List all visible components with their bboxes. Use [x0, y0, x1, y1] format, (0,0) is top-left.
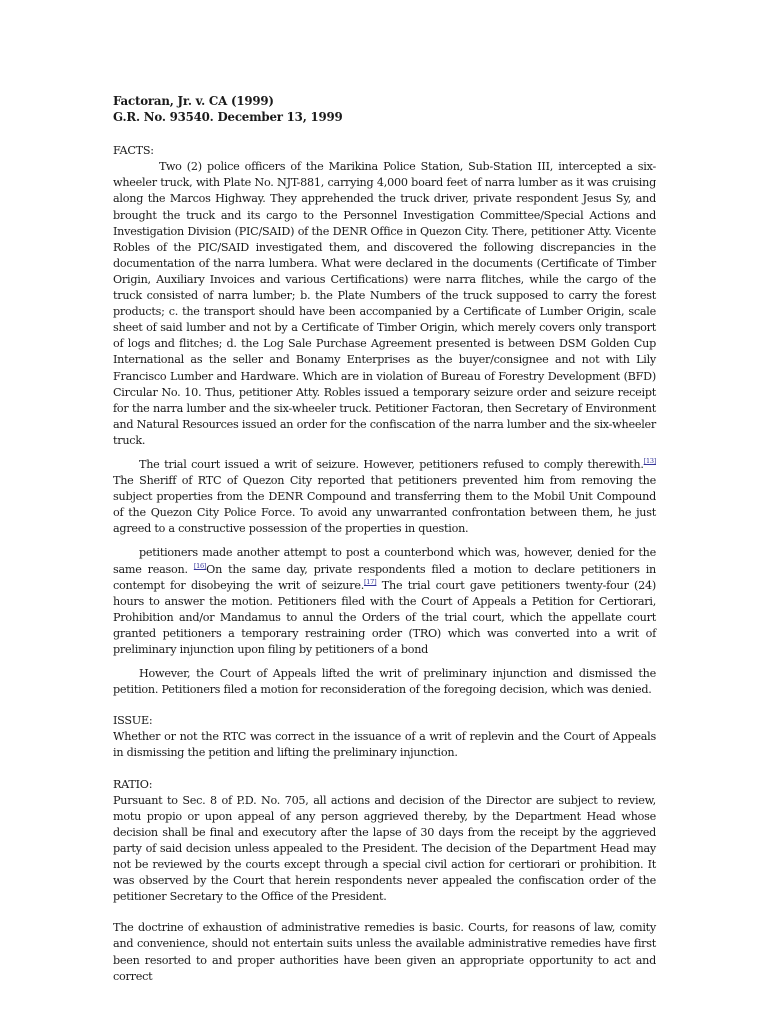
facts-paragraph-3 [113, 545, 656, 658]
document-body [113, 93, 656, 985]
footnote-ref-13[interactable]: [13] [643, 456, 656, 465]
footnote-ref-16[interactable]: [16] [193, 561, 207, 570]
case-gr-number: G.R. No. 93540. December 13, 1999 [113, 110, 343, 125]
facts-paragraph-2 [113, 457, 656, 537]
ratio-heading: RATIO: [113, 777, 153, 791]
facts-p2-text-b: The Sheriff of RTC of Quezon City reported that petitioners prevented him from removing the subject properties from the DENR Compound and transferring them to the Mobil Unit Compound of the Quezon City Police Force. To avoid any unwarranted confrontation between them, he just agreed to a constructive possession of the properties in question. [113, 474, 656, 536]
issue-text: Whether or not the RTC was correct in the issuance of a writ of replevin and the Court of Appeals in dismissing the petition and lifting the preliminary injunction. [113, 730, 656, 760]
case-title: Factoran, Jr. v. CA (1999) [113, 94, 274, 108]
footnote-ref-17[interactable]: [17] [364, 577, 377, 586]
facts-p2-text-a: The trial court issued a writ of seizure. However, petitioners refused to comply therewith. [139, 457, 644, 471]
facts-paragraph-4: However, the Court of Appeals lifted the writ of preliminary injunction and dismissed the petition. Petitioners filed a motion for reconsideration of the foregoing decision, which was denied. [113, 667, 656, 697]
facts-p3-text-a: petitioners made another attempt to post a counterbond which was, however, denied for the same reason. [113, 546, 656, 576]
facts-p3-text-c: The trial court gave petitioners twenty-four (24) hours to answer the motion. Petitioners filed with the Court of Appeals a Petition for Certiorari, Prohibition and/or Mandamus to annul the Orders of the trial court, which the appellate court granted petitioners a temporary restraining order (TRO) which was converted into a writ of preliminary injunction upon filing by petitioners of a bond [113, 578, 656, 656]
facts-heading: FACTS: [113, 144, 154, 158]
ratio-paragraph-2: The doctrine of exhaustion of administrative remedies is basic. Courts, for reasons of law, comity and convenience, should not entertain suits unless the available administrative remedies have first been resorted to and proper authorities have been given an appropriate opportunity to act and correct [113, 921, 656, 983]
ratio-paragraph-1: Pursuant to Sec. 8 of P.D. No. 705, all actions and decision of the Director are subject to review, motu propio or upon appeal of any person aggrieved thereby, by the Department Head whose decision shall be final and executory after the lapse of 30 days from the receipt by the aggrieved party of said decision unless appealed to the President. The decision of the Department Head may not be reviewed by the courts except through a special civil action for certiorari or prohibition. It was observed by the Court that herein respondents never appealed the confiscation order of the petitioner Secretary to the Office of the President. [113, 793, 656, 904]
issue-heading: ISSUE: [113, 714, 153, 728]
facts-p3-text-b: On the same day, private respondents filed a motion to declare petitioners in contempt for disobeying the writ of seizure. [113, 562, 656, 592]
facts-paragraph-1: Two (2) police officers of the Marikina Police Station, Sub-Station III, intercepted a six-wheeler truck, with Plate No. NJT-881, carrying 4,000 board feet of narra lumber as it was cruising along the Marcos Highway. They apprehended the truck driver, private respondent Jesus Sy, and brought the truck and its cargo to the Personnel Investigation Committee/Special Actions and Investigation Division (PIC/SAID) of the DENR Office in Quezon City. There, petitioner Atty. Vicente Robles of the PIC/SAID investigated them, and discovered the following discrepancies in the documentation of the narra lumbera. What were declared in the documents (Certificate of Timber Origin, Auxiliary Invoices and various Certifications) were narra flitches, while the cargo of the truck consisted of narra lumber; b. the Plate Numbers of the truck supposed to carry the forest products; c. the transport should have been accompanied by a Certificate of Lumber Origin, scale sheet of said lumber and not by a Certificate of Timber Origin, which merely covers only transport of logs and flitches; d. the Log Sale Purchase Agreement presented is between DSM Golden Cup International as the seller and Bonamy Enterprises as the buyer/consignee and not with Lily Francisco Lumber and Hardware. Which are in violation of Bureau of Forestry Development (BFD) Circular No. 10. Thus, petitioner Atty. Robles issued a temporary seizure order and seizure receipt for the narra lumber and the six-wheeler truck. Petitioner Factoran, then Secretary of Environment and Natural Resources issued an order for the confiscation of the narra lumber and the six-wheeler truck. [113, 160, 656, 447]
